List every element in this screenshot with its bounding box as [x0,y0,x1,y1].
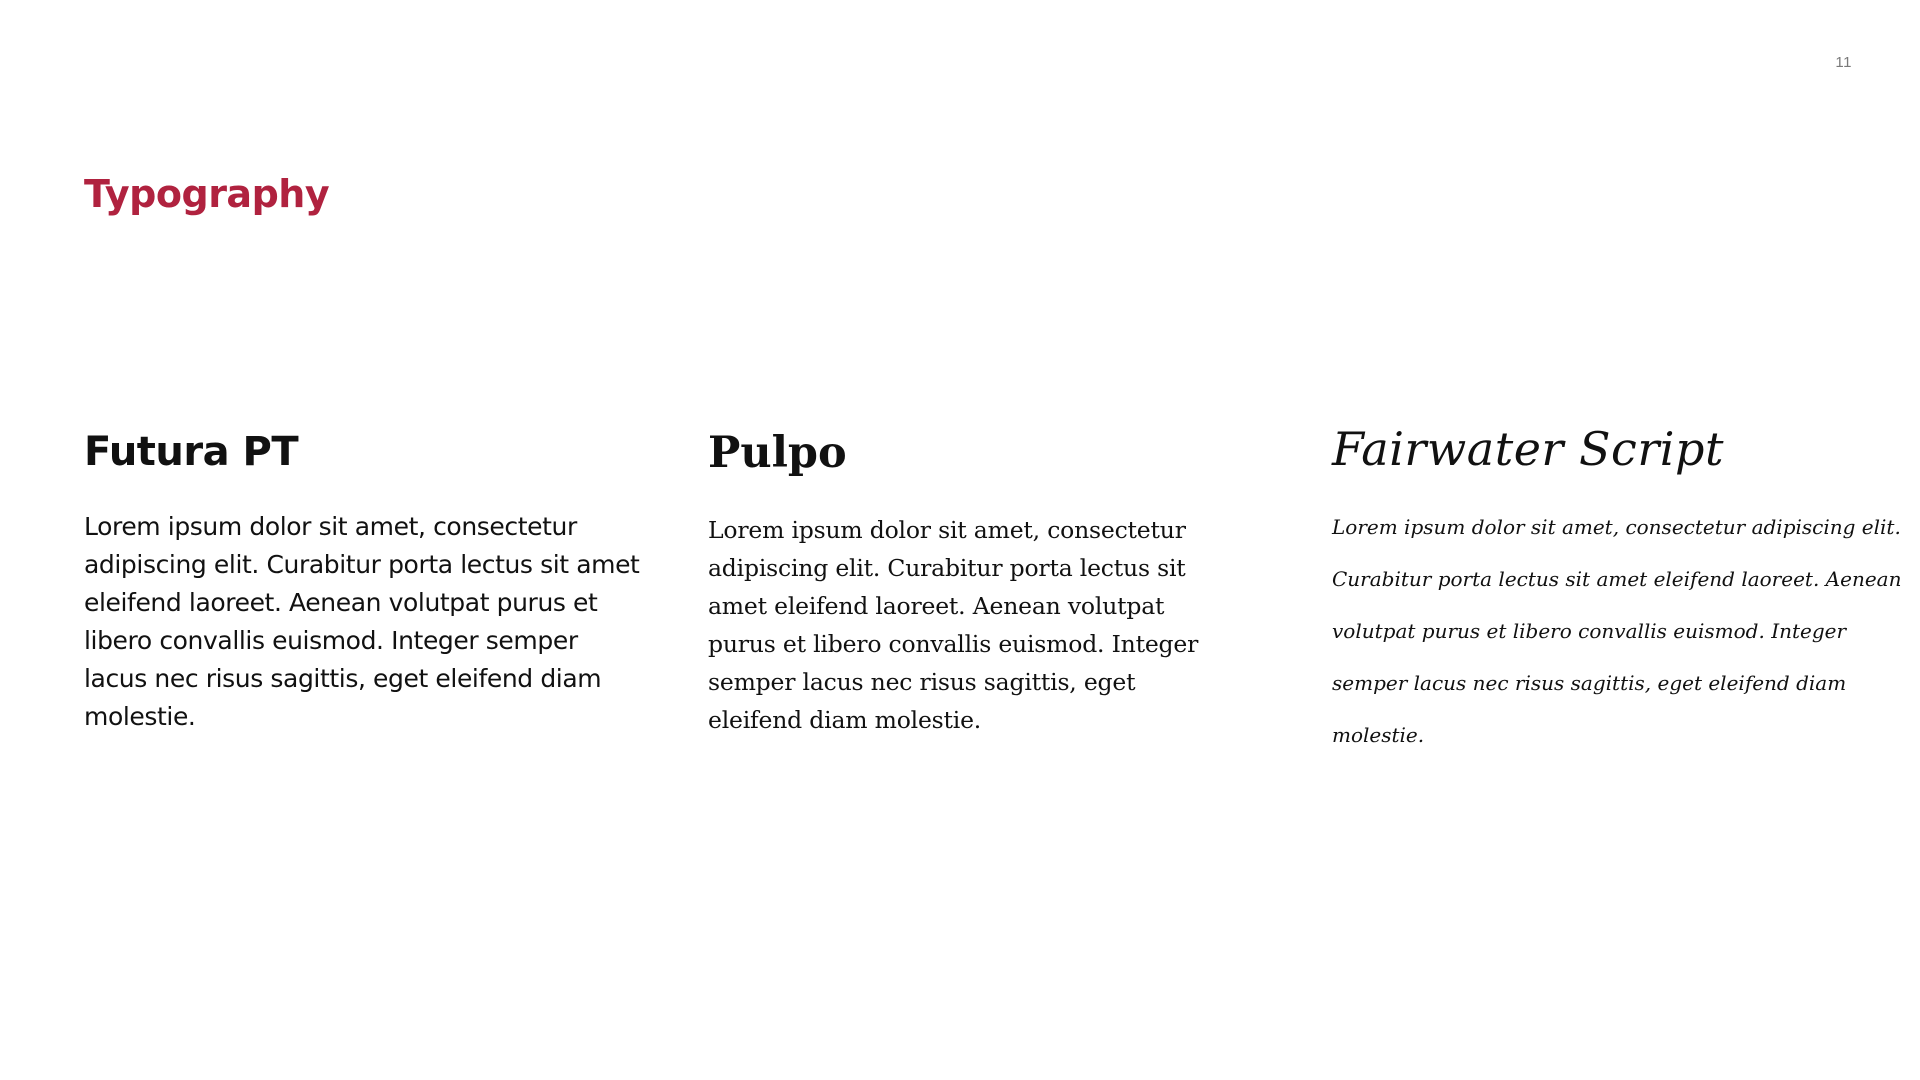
font-column-fairwater-script [1332,424,1912,761]
page-number: 11 [1835,54,1852,71]
page-title: Typography [84,172,330,216]
font-sample-futura: Lorem ipsum dolor sit amet, consectetur adipiscing elit. Curabitur porta lectus sit amet eleifend laoreet. Aenean volutpat purus et libero convallis euismod. Integer semper lacus nec risus sagittis, eget eleifend diam molestie. [84,512,640,731]
font-name-pulpo: Pulpo [708,428,847,478]
font-sample-fairwater-script: Lorem ipsum dolor sit amet, consectetur adipiscing elit. Curabitur porta lectus sit amet eleifend laoreet. Aenean volutpat purus et libero convallis euismod. Integer semper lacus nec risus sagittis, eget eleifend diam molestie. [1332,514,1902,747]
font-column-futura [84,430,644,736]
font-sample-pulpo: Lorem ipsum dolor sit amet, consectetur adipiscing elit. Curabitur porta lectus sit amet eleifend laoreet. Aenean volutpat purus et libero convallis euismod. Integer semper lacus nec risus sagittis, eget eleifend diam molestie. [708,516,1199,735]
font-name-fairwater-script: Fairwater Script [1332,422,1724,476]
font-column-pulpo [708,430,1228,739]
font-name-futura: Futura PT [84,429,299,475]
